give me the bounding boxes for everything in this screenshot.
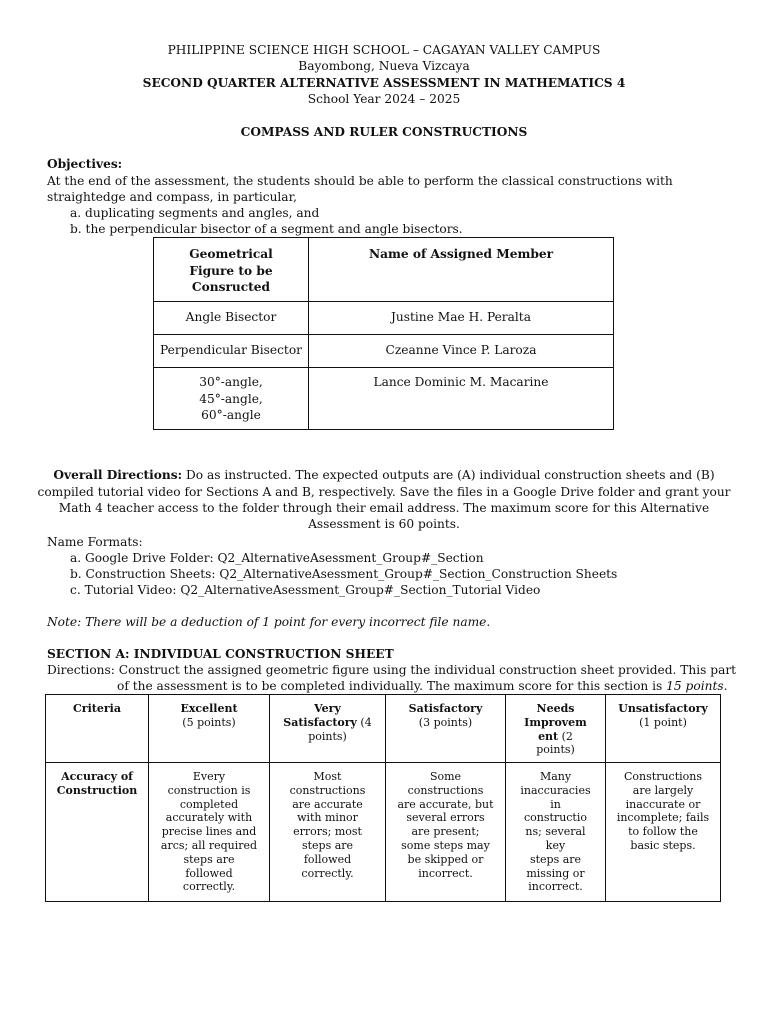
rubric-cell-line: several errors bbox=[406, 811, 485, 825]
needs-improvement-cell bbox=[506, 763, 606, 902]
unsatisfactory-cell bbox=[606, 763, 721, 902]
objectives-heading: Objectives: bbox=[47, 157, 123, 171]
figure-cell-line3: 60°-angle bbox=[201, 408, 261, 422]
rubric-cell-line: inaccuracies bbox=[520, 783, 591, 797]
excellent-label: Excellent bbox=[180, 702, 238, 715]
figure-cell: Perpendicular Bisector bbox=[154, 335, 309, 368]
rubric-header-row bbox=[46, 695, 721, 763]
member-cell: Justine Mae H. Peralta bbox=[309, 302, 614, 335]
unsatisfactory-points: (1 point) bbox=[639, 715, 687, 729]
rubric-cell-line: Many bbox=[539, 770, 572, 783]
rubric-cell-line: ns; several bbox=[525, 825, 586, 839]
figure-cell-line1: 30°-angle, bbox=[199, 375, 263, 389]
unsatisfactory-header bbox=[606, 695, 721, 763]
criteria-cell bbox=[46, 763, 149, 902]
rubric-cell-line: Constructions bbox=[624, 770, 702, 783]
rubric-cell-line: basic steps. bbox=[630, 838, 696, 852]
needs-improvement-points: (2 bbox=[558, 729, 573, 743]
figure-column-header bbox=[154, 238, 309, 302]
table-row bbox=[154, 335, 614, 368]
directions-line2: compiled tutorial video for Sections A and B, respectively. Save the files in a Google Drive folder and grant your bbox=[37, 485, 731, 499]
criteria-line1: Accuracy of bbox=[61, 770, 133, 783]
rubric-cell-line: precise lines and bbox=[161, 825, 257, 839]
rubric-cell-line: correctly. bbox=[301, 866, 354, 880]
rubric-cell-line: correctly. bbox=[182, 880, 236, 894]
table-row bbox=[154, 368, 614, 430]
school-name: PHILIPPINE SCIENCE HIGH SCHOOL – CAGAYAN VALLEY CAMPUS bbox=[167, 43, 601, 57]
section-a-period: . bbox=[723, 679, 728, 693]
satisfactory-header bbox=[386, 695, 506, 763]
very-satisfactory-label: Satisfactory bbox=[283, 715, 357, 729]
rubric-cell-line: errors; most bbox=[293, 825, 362, 839]
satisfactory-label: Satisfactory bbox=[408, 702, 483, 715]
section-a-directions-text: of the assessment is to be completed individually. The maximum score for this section is bbox=[117, 679, 667, 693]
directions-line1 bbox=[0, 467, 768, 483]
rubric-cell-line: are largely bbox=[632, 783, 694, 797]
needs-improvement-line3 bbox=[506, 730, 605, 744]
very-satisfactory-points-line3: points) bbox=[308, 729, 347, 743]
objective-item-b: b. the perpendicular bisector of a segment and angle bisectors. bbox=[70, 222, 463, 236]
rubric-cell-line: completed bbox=[179, 797, 239, 811]
satisfactory-cell bbox=[386, 763, 506, 902]
member-column-header: Name of Assigned Member bbox=[309, 238, 614, 302]
excellent-cell bbox=[149, 763, 270, 902]
very-satisfactory-cell bbox=[270, 763, 386, 902]
rubric-cell-line: are accurate, but bbox=[397, 797, 494, 811]
directions-line4: Assessment is 60 points. bbox=[308, 517, 460, 531]
very-satisfactory-header bbox=[270, 695, 386, 763]
note-text: Note: There will be a deduction of 1 point for every incorrect file name. bbox=[47, 615, 491, 629]
rubric-table bbox=[45, 694, 721, 902]
unsatisfactory-label: Unsatisfactory bbox=[618, 702, 708, 715]
rubric-cell-line: missing or bbox=[526, 866, 585, 880]
criteria-header: Criteria bbox=[46, 695, 149, 763]
name-format-b: b. Construction Sheets: Q2_AlternativeAsessment_Group#_Section_Construction Sheets bbox=[70, 567, 618, 581]
section-a-max-score: 15 points bbox=[666, 679, 724, 693]
rubric-cell-line: inaccurate or bbox=[625, 797, 701, 811]
objective-item-a: a. duplicating segments and angles, and bbox=[70, 206, 320, 220]
rubric-cell-line: key bbox=[545, 838, 566, 852]
section-a-heading: SECTION A: INDIVIDUAL CONSTRUCTION SHEET bbox=[47, 647, 394, 661]
document-title: COMPASS AND RULER CONSTRUCTIONS bbox=[240, 125, 528, 139]
rubric-cell-line: Some bbox=[429, 770, 462, 783]
rubric-cell-line: be skipped or bbox=[407, 852, 484, 866]
rubric-cell-line: in bbox=[550, 797, 561, 811]
section-a-directions-line1: Directions: Construct the assigned geometric figure using the individual construction sheet provided. This part bbox=[47, 663, 737, 677]
figure-cell bbox=[154, 368, 309, 430]
rubric-cell-line: accurately with bbox=[165, 811, 253, 825]
directions-line3: Math 4 teacher access to the folder through their email address. The maximum score for this Alternative bbox=[58, 501, 710, 515]
rubric-cell-line: followed bbox=[185, 866, 233, 880]
name-formats-heading: Name Formats: bbox=[47, 535, 143, 549]
needs-improvement-line1: Needs bbox=[536, 702, 575, 715]
very-satisfactory-points: (4 bbox=[356, 715, 372, 729]
section-a-directions-line2 bbox=[117, 678, 727, 694]
criteria-line2: Construction bbox=[56, 783, 138, 797]
needs-improvement-line2: Improvem bbox=[524, 715, 587, 729]
rubric-cell-line: incorrect. bbox=[418, 866, 473, 880]
rubric-cell-line: Every bbox=[192, 770, 226, 783]
school-year: School Year 2024 – 2025 bbox=[307, 92, 461, 106]
objectives-text-line1: At the end of the assessment, the students should be able to perform the classical constructions with bbox=[47, 174, 673, 188]
excellent-points: (5 points) bbox=[182, 715, 236, 729]
figure-cell: Angle Bisector bbox=[154, 302, 309, 335]
member-cell: Lance Dominic M. Macarine bbox=[309, 368, 614, 430]
rubric-cell-line: are accurate bbox=[292, 797, 363, 811]
excellent-header bbox=[149, 695, 270, 763]
rubric-cell-line: steps are bbox=[529, 852, 582, 866]
rubric-cell-line: Most bbox=[313, 770, 342, 783]
rubric-cell-line: arcs; all required bbox=[160, 838, 258, 852]
rubric-cell-line: to follow the bbox=[628, 825, 698, 839]
rubric-cell-line: incomplete; fails bbox=[616, 811, 710, 825]
very-satisfactory-label-line2 bbox=[270, 716, 385, 730]
rubric-cell-line: construction is bbox=[167, 783, 251, 797]
needs-improvement-label: ent bbox=[538, 729, 559, 743]
table-row bbox=[154, 302, 614, 335]
member-cell: Czeanne Vince P. Laroza bbox=[309, 335, 614, 368]
directions-label: Overall Directions: bbox=[53, 468, 183, 482]
rubric-cell-line: steps are bbox=[183, 852, 235, 866]
school-location: Bayombong, Nueva Vizcaya bbox=[298, 59, 470, 73]
rubric-cell-line: some steps may bbox=[401, 838, 490, 852]
needs-improvement-points-line4: points) bbox=[536, 743, 575, 757]
name-format-a: a. Google Drive Folder: Q2_AlternativeAsessment_Group#_Section bbox=[70, 551, 484, 565]
assignment-table bbox=[153, 237, 614, 430]
objectives-text-line2: straightedge and compass, in particular, bbox=[47, 190, 297, 204]
directions-text: Do as instructed. The expected outputs are (A) individual construction sheets and (B) bbox=[182, 468, 715, 482]
figure-cell-line2: 45°-angle, bbox=[199, 391, 263, 406]
satisfactory-points: (3 points) bbox=[418, 715, 473, 729]
name-format-c: c. Tutorial Video: Q2_AlternativeAsessment_Group#_Section_Tutorial Video bbox=[70, 583, 541, 597]
rubric-cell-line: constructions bbox=[289, 783, 366, 797]
figure-header-line2: Figure to be bbox=[189, 263, 273, 278]
rubric-cell-line: incorrect. bbox=[528, 880, 583, 894]
table-row bbox=[46, 763, 721, 902]
rubric-cell-line: with minor bbox=[297, 811, 358, 825]
rubric-cell-line: are present; bbox=[411, 825, 480, 839]
needs-improvement-header bbox=[506, 695, 606, 763]
figure-header-line1: Geometrical bbox=[189, 247, 273, 261]
rubric-cell-line: followed bbox=[303, 852, 352, 866]
figure-header-line3: Consructed bbox=[191, 280, 271, 294]
assessment-title: SECOND QUARTER ALTERNATIVE ASSESSMENT IN MATHEMATICS 4 bbox=[142, 76, 626, 90]
rubric-cell-line: constructions bbox=[407, 783, 484, 797]
rubric-cell-line: constructio bbox=[524, 811, 587, 825]
very-satisfactory-label-line1: Very bbox=[314, 702, 341, 715]
rubric-cell-line: steps are bbox=[301, 838, 354, 852]
